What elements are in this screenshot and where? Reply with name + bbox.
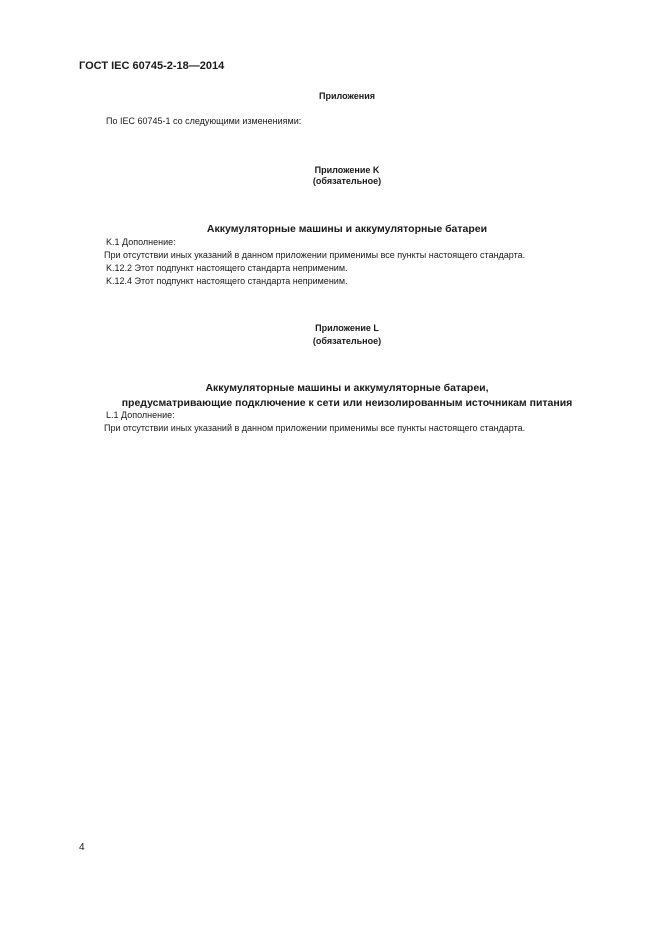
- annex-l-heading-line1: Аккумуляторные машины и аккумуляторные батареи,: [205, 382, 489, 394]
- page-number: 4: [79, 842, 85, 853]
- annex-l-heading-line2: предусматривающие подключение к сети или неизолированным источникам питания: [121, 397, 573, 409]
- document-id-header: ГОСТ IEC 60745-2-18—2014: [79, 60, 225, 72]
- annex-k-line: K.1 Дополнение:: [106, 237, 176, 247]
- annex-k-heading: Аккумуляторные машины и аккумуляторные батареи: [206, 223, 488, 235]
- annex-k-title: Приложение K: [314, 165, 380, 175]
- annex-l-status: (обязательное): [312, 336, 382, 346]
- intro-text: По IEC 60745-1 со следующими изменениями:: [106, 116, 302, 126]
- annex-l-line: L.1 Дополнение:: [106, 410, 175, 420]
- annex-k-status: (обязательное): [312, 176, 382, 186]
- annex-k-line: При отсутствии иных указаний в данном приложении применимы все пункты настоящего стандарта.: [104, 250, 526, 260]
- appendices-heading: Приложения: [319, 91, 375, 101]
- annex-l-line: При отсутствии иных указаний в данном приложении применимы все пункты настоящего стандарта.: [104, 423, 526, 433]
- annex-k-line: K.12.4 Этот подпункт настоящего стандарта неприменим.: [106, 276, 348, 286]
- annex-k-line: K.12.2 Этот подпункт настоящего стандарта неприменим.: [106, 263, 348, 273]
- annex-l-title: Приложение L: [315, 323, 379, 333]
